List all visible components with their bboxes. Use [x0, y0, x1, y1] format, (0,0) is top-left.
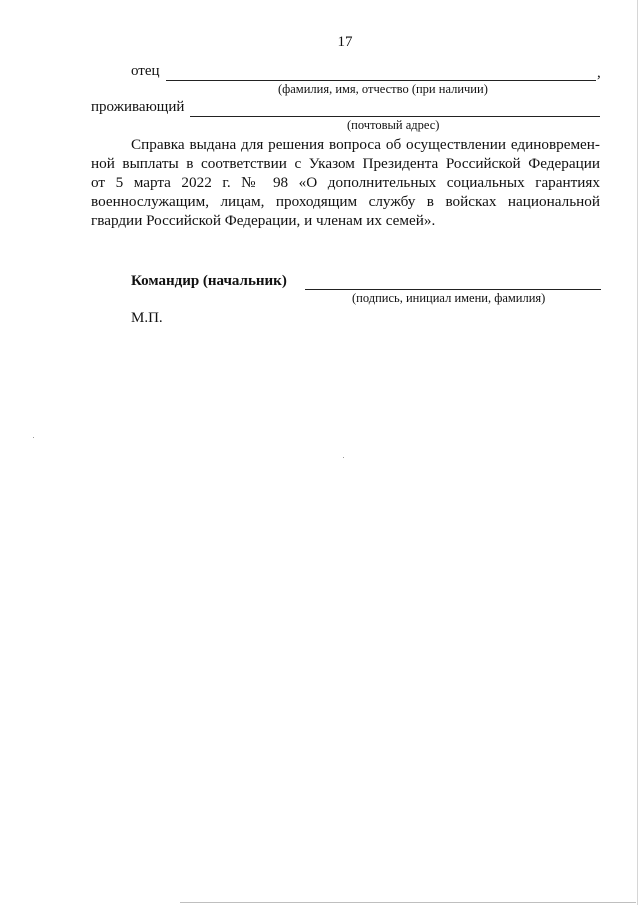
page-edge-bottom [180, 902, 636, 903]
paragraph-line: от 5 марта 2022 г. № 98 «О дополнительных социальных гарантиях [91, 174, 600, 191]
postal-address-hint: (почтовый адрес) [347, 118, 440, 132]
paragraph-line: ной выплаты в соответствии с Указом Президента Российской Федерации [91, 155, 600, 172]
paragraph-line: Справка выдана для решения вопроса об осуществлении единовремен- [131, 136, 600, 153]
page-number: 17 [337, 34, 353, 50]
certificate-paragraph [91, 135, 600, 230]
signature-hint: (подпись, инициал имени, фамилия) [352, 291, 546, 305]
page-edge-right [637, 0, 638, 905]
residing-label: проживающий [91, 99, 185, 115]
father-label: отец [131, 63, 160, 79]
postal-address-line [190, 116, 600, 117]
paragraph-line: военнослужащим, лицам, проходящим службу в войсках национальной [91, 193, 600, 210]
father-name-hint: (фамилия, имя, отчество (при наличии) [278, 82, 488, 96]
father-name-line [166, 80, 596, 81]
signature-line [305, 289, 601, 290]
father-line-comma: , [597, 65, 601, 81]
paragraph-line: гвардии Российской Федерации, и членам их семей». [91, 212, 436, 229]
commander-label: Командир (начальник) [131, 273, 287, 289]
scan-speck [33, 437, 34, 438]
scan-speck [343, 457, 344, 458]
stamp-place-label: М.П. [131, 310, 163, 326]
